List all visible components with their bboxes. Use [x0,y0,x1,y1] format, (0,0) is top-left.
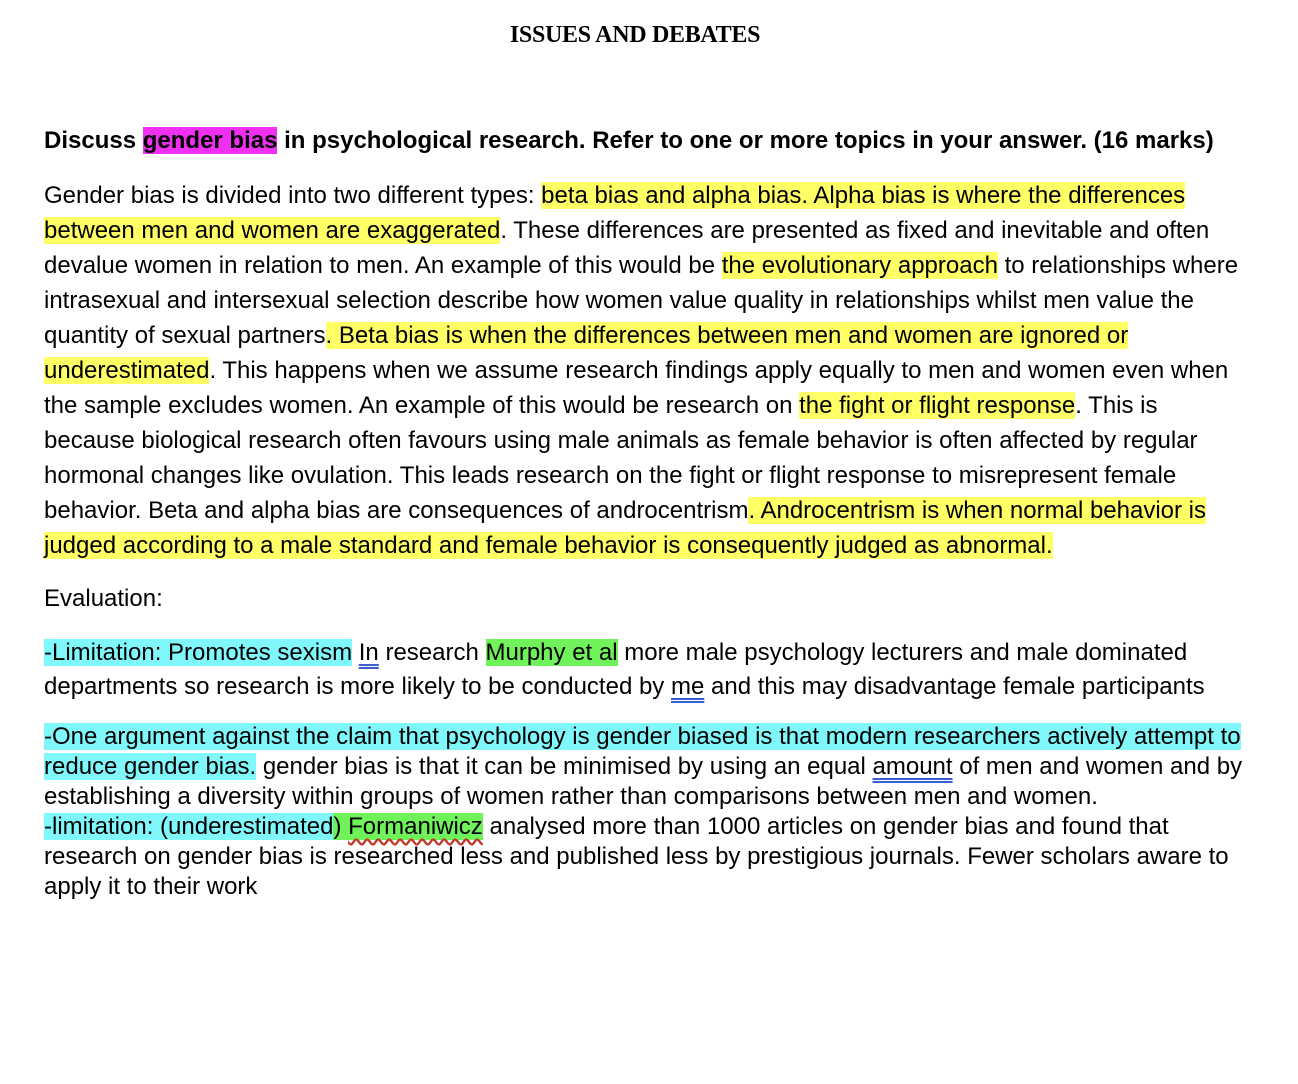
evaluation-text: more male psychology lecturers and male dominated departments so research is more likely to be conducted by [44,639,1188,700]
evaluation-label: -limitation: (underestimated [44,813,334,840]
essay-paragraph [44,178,1244,563]
question-suffix: in psychological research. Refer to one or more topics in your answer. (16 marks) [277,127,1214,154]
evaluation-text: and this may disadvantage female participants [704,673,1205,700]
grammar-flagged-word[interactable]: In [358,639,379,666]
question-prefix: Discuss [44,127,143,154]
essay-highlight: . Androcentrism is when normal behavior is judged according to a male standard and female behavior is consequently judged as abnormal. [44,497,1207,559]
evaluation-text: analysed more than 1000 articles on gender bias and found that research on gender bias is researched less and published less by prestigious journals. Fewer scholars aware to apply it to their work [44,813,1229,900]
study-name-highlight [333,813,482,840]
essay-text: to relationships where intrasexual and intersexual selection describe how women value quality in relationships whilst men value the quantity of sexual partners [44,252,1239,349]
essay-text: Gender bias is divided into two different types: [44,182,542,209]
evaluation-text: of men and women and by establishing a diversity within groups of women rather than comparisons between men and women. [44,753,1243,810]
essay-text: . This is because biological research often favours using male animals as female behavior is often affected by regular hormonal changes like ovulation. This leads research on the fight or flight response to misrepresent female behavior. Beta and alpha bias are consequences of androcentrism [44,392,1198,524]
essay-highlight: the evolutionary approach [721,252,998,279]
grammar-flagged-word[interactable]: amount [872,753,953,780]
essay-text: . These differences are presented as fixed and inevitable and often devalue women in relation to men. An example of this would be [44,217,1210,279]
essay-highlight: the fight or flight response [799,392,1076,419]
essay-highlight: . Beta bias is when the differences between men and women are ignored or underestimated [44,322,1129,384]
spelling-flagged-word[interactable]: Formaniwicz [348,813,483,840]
study-paren: ) [333,813,342,840]
grammar-flagged-word[interactable]: me [670,673,705,700]
evaluation-text [352,639,359,666]
evaluation-text: gender bias is that it can be minimised by using an equal [256,753,873,780]
evaluation-point-3 [44,812,1244,902]
study-name-highlight: Murphy et al [485,639,618,666]
evaluation-label: -One argument against the claim that psychology is gender biased is that modern researchers actively attempt to reduce gender bias. [44,723,1241,780]
evaluation-text: research [378,639,486,666]
essay-question [44,124,1244,158]
evaluation-point-1 [44,636,1244,704]
evaluation-label: -Limitation: Promotes sexism [44,639,353,666]
evaluation-point-2 [44,722,1244,812]
document-title: ISSUES AND DEBATES [509,22,761,48]
question-highlight: gender bias [142,127,278,154]
document-body [44,124,1244,902]
essay-highlight: beta bias and alpha bias. Alpha bias is where the differences between men and women are exaggerated [44,182,1186,244]
essay-text: . This happens when we assume research findings apply equally to men and women even when the sample excludes women. An example of this would be research on [44,357,1229,419]
evaluation-heading: Evaluation: [44,585,163,612]
